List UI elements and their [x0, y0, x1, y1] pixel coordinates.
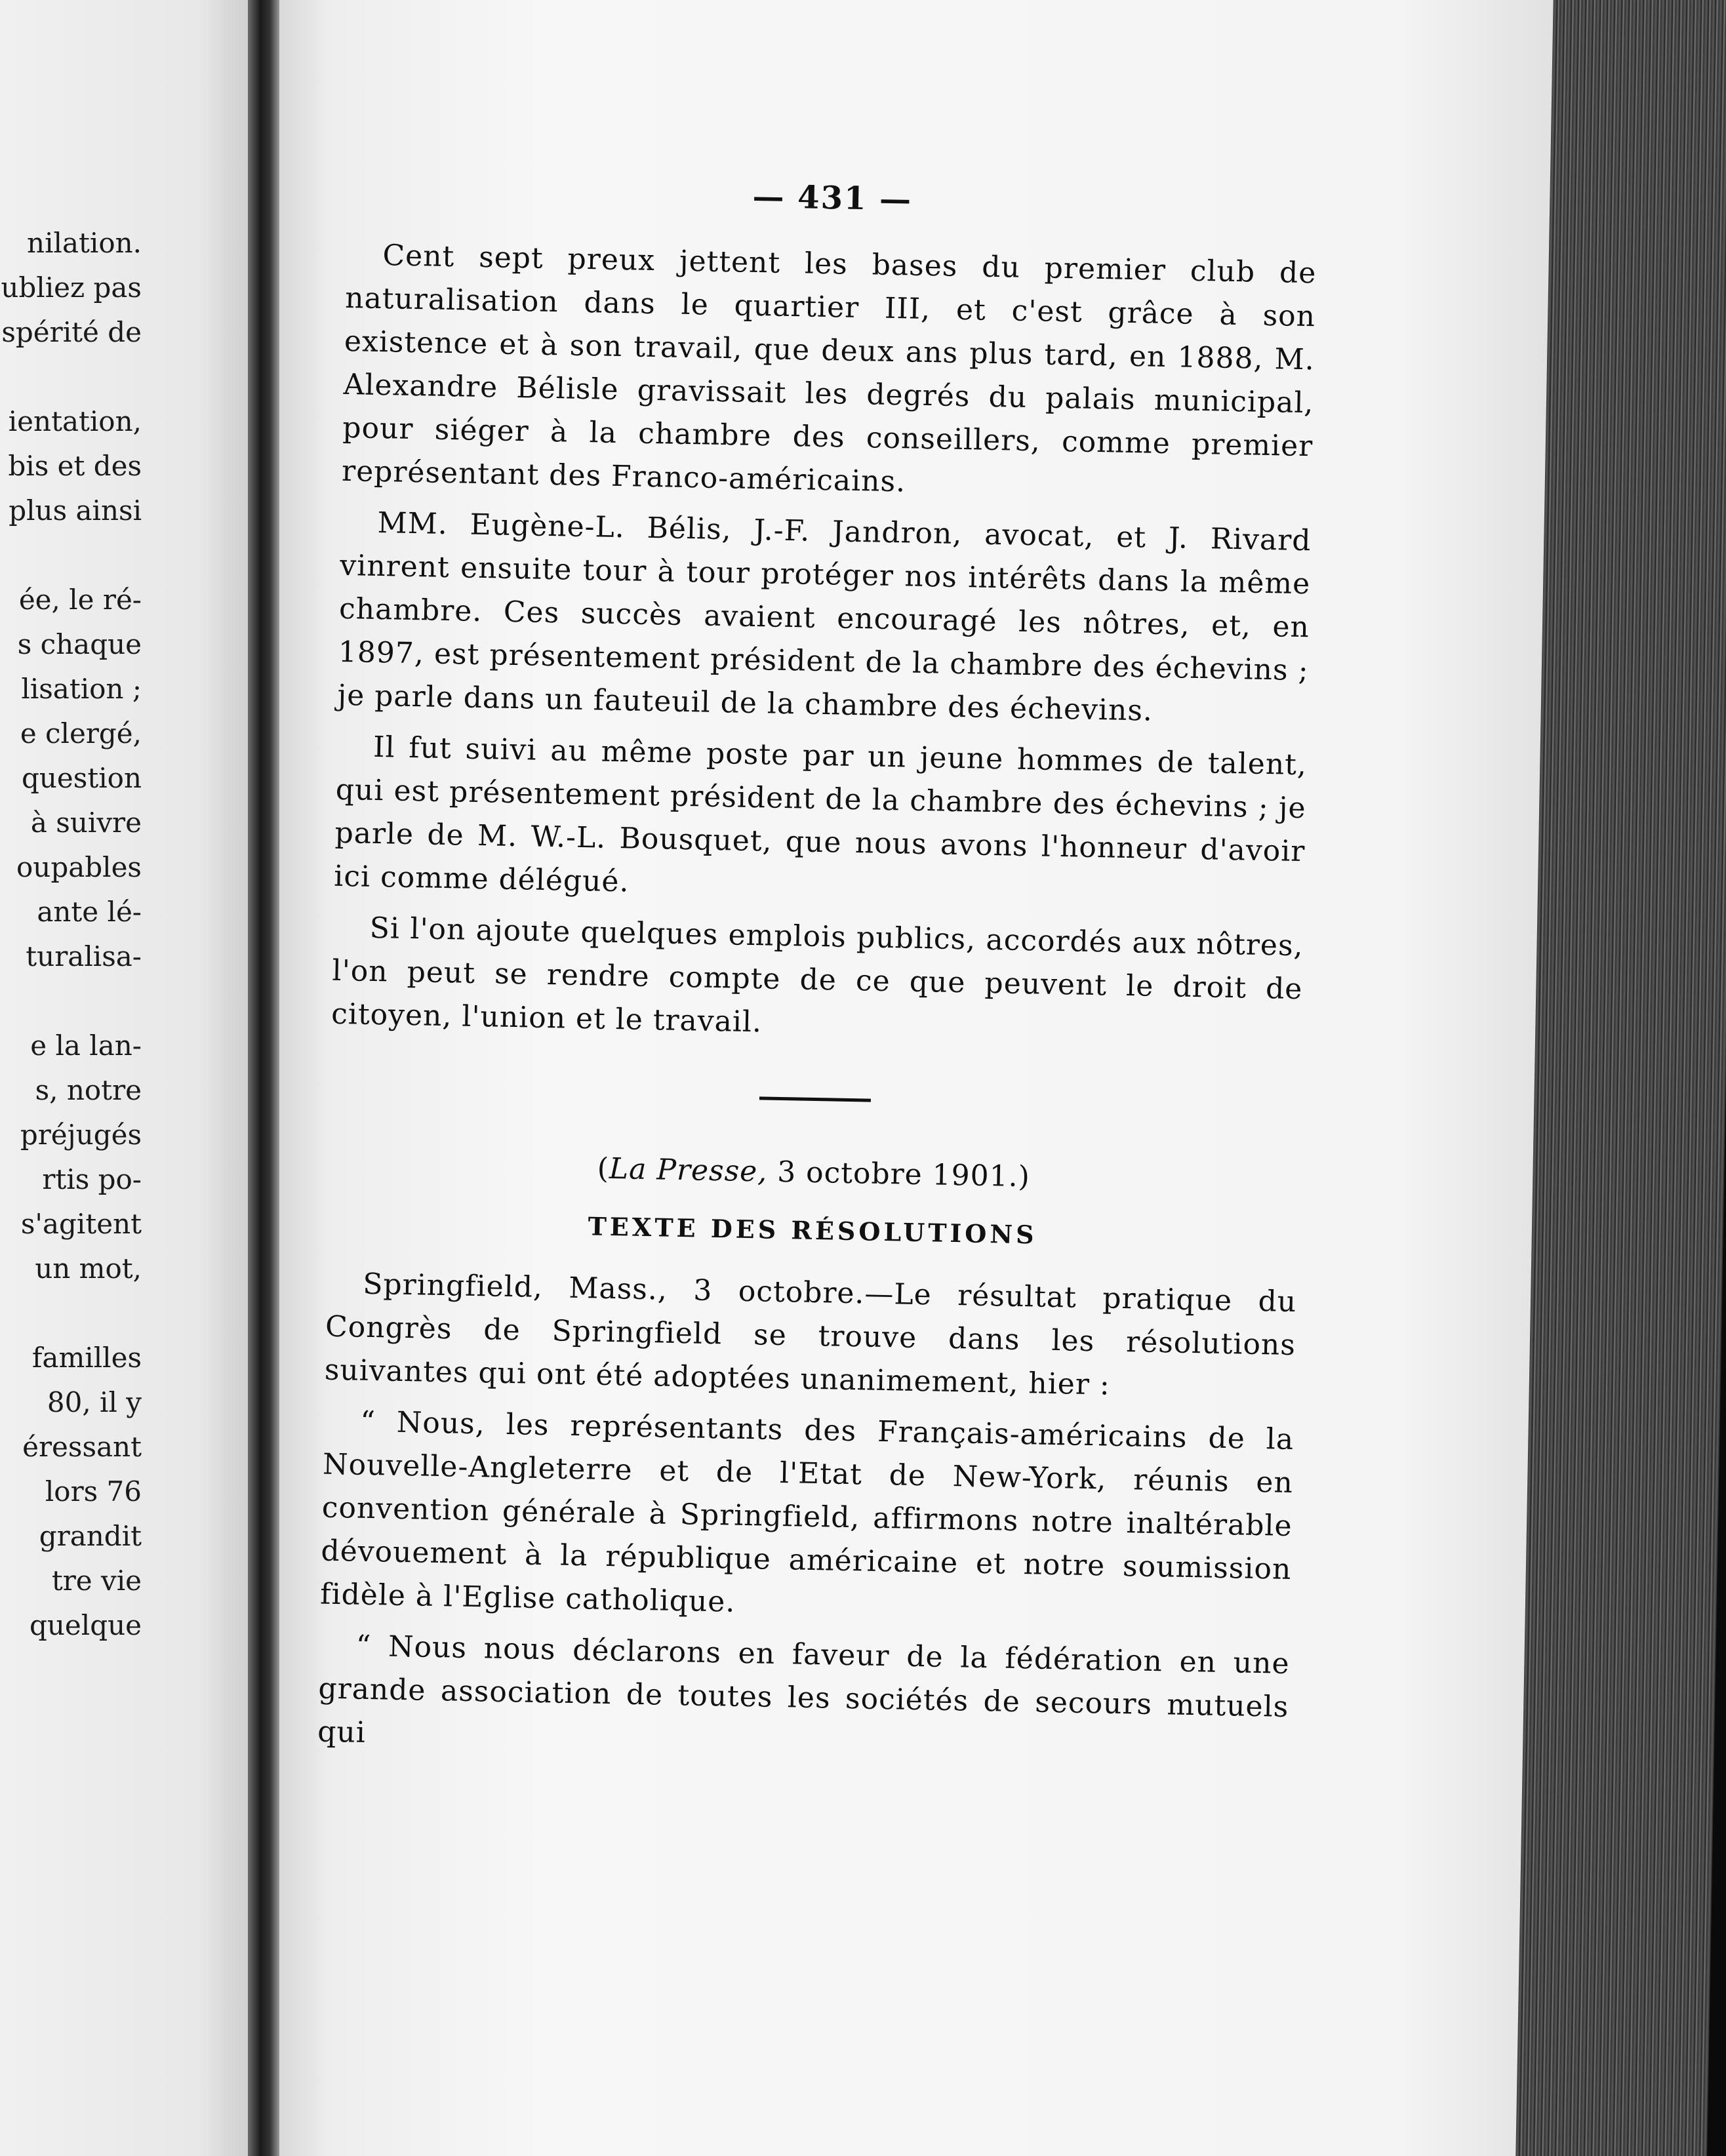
- left-page-fragment: quelque: [29, 1609, 142, 1641]
- left-page-fragment: tre vie: [51, 1565, 142, 1597]
- left-page-fragment: s'agitent: [20, 1208, 142, 1240]
- left-page-fragment: à suivre: [30, 807, 142, 839]
- left-page-fragment: plus ainsi: [9, 494, 142, 527]
- book-gutter: [248, 0, 279, 2156]
- left-page-fragment: ientation,: [8, 405, 142, 437]
- left-page-fragment: s chaque: [17, 628, 142, 660]
- page-number: — 431 —: [752, 178, 913, 218]
- left-page-fragment: un mot,: [35, 1252, 142, 1285]
- left-page-fragment: lisation ;: [21, 673, 142, 705]
- left-page-fragment: spérité de: [1, 316, 142, 348]
- resolution-federation: “ Nous nous déclarons en faveur de la fédération en une grande association de toutes les sociétés de secours mutuels qui: [317, 1629, 1291, 1749]
- paragraph-naturalization-club: Cent sept preux jettent les bases du premier club de naturalisation dans le quartier III, et c'est grâce à son existence et à son travail, que deux ans plus tard, en 1888, M. Alexandre Bélisle gravissait les degrés du palais municipal, pour siéger à la chambre des conseillers, comme premier représentant des Franco-américains.: [341, 239, 1317, 499]
- left-page-fragment: rtis po-: [42, 1163, 142, 1195]
- resolution-intro: Springfield, Mass., 3 octobre.—Le résultat pratique du Congrès de Springfield se trouve dans les résolutions suivantes qui ont été adoptées unanimement, hier :: [324, 1267, 1297, 1402]
- left-page-fragment: ante lé-: [37, 896, 142, 928]
- section-divider: [759, 1096, 871, 1102]
- source-open-paren: (: [597, 1151, 610, 1186]
- left-page-fragment: préjugés: [20, 1119, 142, 1151]
- page-fore-edge: [1515, 0, 1726, 2156]
- left-page-fragment: oupables: [16, 851, 142, 883]
- paragraph-bousquet: Il fut suivi au même poste par un jeune hommes de talent, qui est présentement président de la chambre des échevins ; je parle de M. W.-L. Bousquet, que nous avons l'honneur d'avoir ici comme délégué.: [333, 730, 1308, 899]
- paragraph-public-jobs: Si l'on ajoute quelques emplois publics, accordés aux nôtres, l'on peut se rendre compte de ce que peuvent le droit de citoyen, l'union et le travail.: [331, 911, 1304, 1039]
- section-title: TEXTE DES RÉSOLUTIONS: [588, 1211, 1037, 1250]
- left-page-fragment: question: [22, 762, 142, 794]
- left-page-fragment: nilation.: [27, 227, 142, 259]
- left-page-fragment: ubliez pas: [1, 271, 142, 304]
- source-paper: La Presse,: [609, 1151, 768, 1189]
- left-page-fragment: grandit: [39, 1520, 142, 1552]
- left-page-fragment: turalisa-: [26, 940, 142, 972]
- left-page-fragment: éressant: [22, 1431, 142, 1463]
- left-facing-page: [0, 0, 248, 2156]
- resolution-allegiance: “ Nous, les représentants des Français-américains de la Nouvelle-Angleterre et de l'Etat de New-York, réunis en convention générale à Springfield, affirmons notre inaltérable dévouement à la république américaine et notre soumission fidèle à l'Eglise catholique.: [319, 1405, 1294, 1619]
- left-page-fragment: e clergé,: [20, 717, 142, 749]
- source-citation: [328, 1147, 1299, 1199]
- text-column: [317, 170, 1317, 1780]
- left-page-fragment: bis et des: [8, 450, 142, 482]
- left-page-fragment: lors 76: [45, 1475, 142, 1507]
- left-page-fragment: ée, le ré-: [18, 584, 142, 616]
- left-page-fragment: familles: [31, 1342, 142, 1374]
- left-page-fragment: e la lan-: [30, 1029, 142, 1062]
- left-page-fragment: 80, il y: [47, 1386, 142, 1418]
- left-page-fragment: s, notre: [35, 1074, 142, 1106]
- source-date: 3 octobre 1901.): [776, 1155, 1031, 1194]
- paragraph-aldermen: MM. Eugène-L. Bélis, J.-F. Jandron, avocat, et J. Rivard vinrent ensuite tour à tour protéger nos intérêts dans la même chambre. Ces succès avaient encouragé les nôtres, et, en 1897, est présentement président de la chambre des échevins ; je parle dans un fauteuil de la chambre des échevins.: [337, 506, 1312, 728]
